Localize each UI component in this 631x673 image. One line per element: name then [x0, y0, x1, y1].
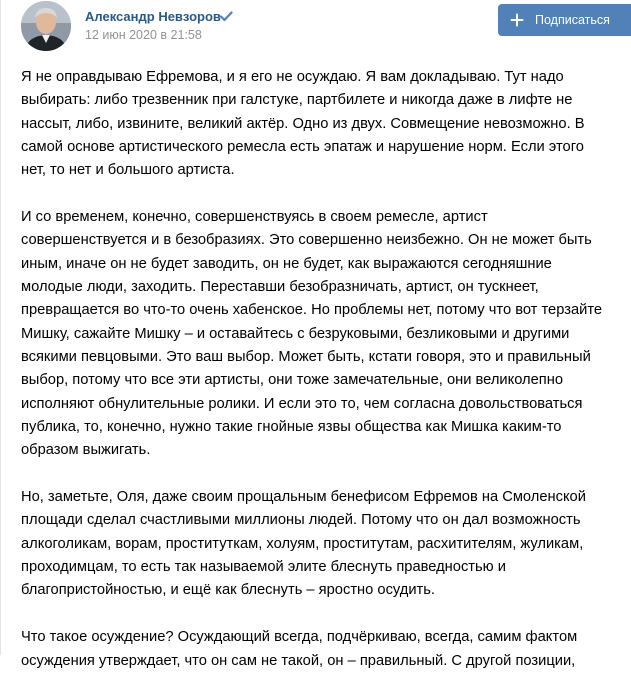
- text-line: образом выжигать.: [21, 442, 151, 459]
- author-avatar[interactable]: [21, 1, 71, 51]
- text-line: проходимцам, то есть так называемой элите блеснуть праведностью и: [21, 559, 506, 576]
- text-line: Но, заметьте, Оля, даже своим прощальным бенефисом Ефремов на Смоленской: [21, 489, 586, 506]
- text-line: благопристойностью, и ещё как блеснуть – яростно осудить.: [21, 582, 436, 599]
- post-paragraph: [21, 626, 629, 673]
- text-line: публика, то, конечно, нужно такие гнойные язвы общества как Мишка каким-то: [21, 418, 562, 435]
- text-line: Мишку, сажайте Мишку – и оставайтесь с безруковыми, безликовыми и другими: [21, 325, 570, 342]
- paragraph-gap: [21, 182, 629, 206]
- post-header: [21, 0, 631, 62]
- post-paragraph: [21, 66, 629, 182]
- author-name-link[interactable]: Александр Невзоров: [85, 9, 221, 24]
- post-left-border: [0, 0, 1, 655]
- text-line: иным, иначе он не будет заводить, он не будет, как выражаются сегодняшние: [21, 255, 552, 272]
- subscribe-button[interactable]: [498, 4, 631, 36]
- verified-check-icon: [219, 9, 233, 23]
- text-line: И со временем, конечно, совершенствуясь в своем ремесле, артист: [21, 209, 488, 226]
- text-line: самой основе артистического ремесла есть эпатаж и нарушение норм. Если этого: [21, 138, 584, 155]
- post-paragraph: [21, 206, 629, 462]
- post-date-link[interactable]: 12 июн 2020 в 21:58: [85, 28, 202, 42]
- text-line: совершенствуется и в безобразиях. Это совершенно неизбежно. Он не может быть: [21, 232, 592, 249]
- plus-icon: [510, 13, 524, 27]
- text-line: алкоголикам, ворам, проституткам, холуям, проститутам, расхитителям, жуликам,: [21, 535, 584, 552]
- post-text: [21, 66, 629, 673]
- text-line: нассыт, либо, извините, великий актёр. Одно из двух. Совмещение невозможно. В: [21, 115, 585, 132]
- text-line: молодые люди, заходить. Переставши безобразничать, артист, он тускнеет,: [21, 279, 539, 296]
- paragraph-gap: [21, 462, 629, 486]
- paragraph-gap: [21, 603, 629, 627]
- text-line: Я не оправдываю Ефремова, и я его не осуждаю. Я вам докладываю. Тут надо: [21, 69, 564, 85]
- text-line: исполняют обнулительные ролики. И если это то, чем согласна довольствоваться: [21, 395, 583, 412]
- post-paragraph: [21, 486, 629, 602]
- text-line: выбирать: либо трезвенник при галстуке, партбилете и никогда даже в лифте не: [21, 92, 573, 109]
- text-line: превращается во что-то очень хабенское. Но проблемы нет, потому что вот терзайте: [21, 302, 603, 319]
- subscribe-label: Подписаться: [535, 13, 610, 27]
- text-line: площади сделал счастливыми миллионы людей. Потому что он дал возможность: [21, 512, 581, 529]
- text-line: всякими певцовыми. Это ваш выбор. Может быть, кстати говоря, это и правильный: [21, 348, 591, 365]
- text-line: Что такое осуждение? Осуждающий всегда, подчёркиваю, всегда, самим фактом: [21, 629, 578, 646]
- text-line: нет, то нет и большого артиста.: [21, 162, 235, 179]
- text-line: осуждения утверждает, что он сам не такой, он – правильный. С другой позиции,: [21, 652, 576, 669]
- text-line: выбор, потому что все эти артисты, они тоже замечательные, они великолепно: [21, 372, 564, 389]
- user-avatar-icon: [21, 1, 71, 51]
